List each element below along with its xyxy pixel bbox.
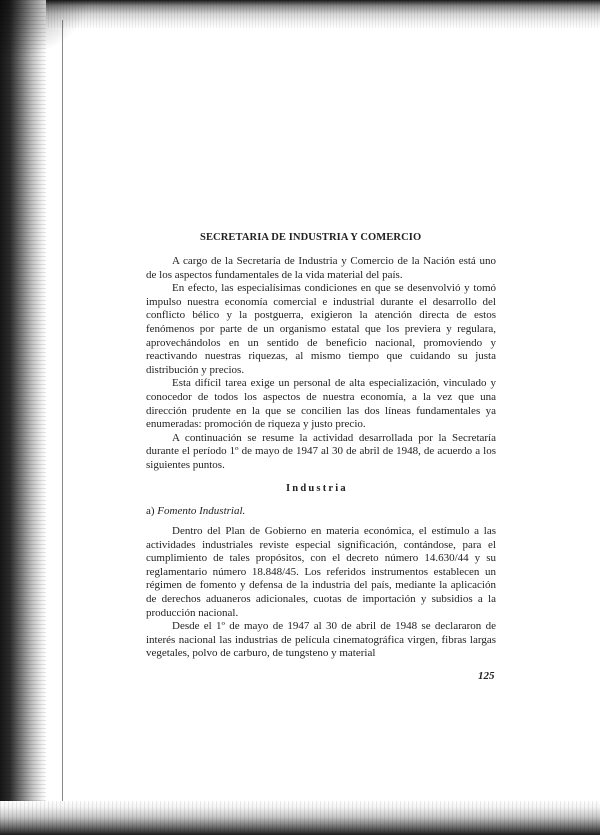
intro-text — [146, 255, 496, 473]
industria-text — [146, 525, 496, 661]
subsection-title: Fomento Industrial. — [157, 505, 246, 517]
paragraph: Desde el 1º de mayo de 1947 al 30 de abril de 1948 se declararon de interés nacional las industrias de película cinematográfica virgen, fibras largas vegetales, polvo de carburo, de tungsteno y material — [146, 620, 496, 660]
paragraph: A cargo de la Secretaría de Industria y Comercio de la Nación está uno de los aspectos fundamentales de la vida material del país. — [146, 255, 496, 281]
paragraph: En efecto, las especialísimas condiciones en que se desenvolvió y tomó impulso nuestra economía comercial e industrial durante el desarrollo del conflicto bélico y la postguerra, exigieron la atención directa de estos fenómenos por parte de un organismo estatal que los previera y regulara, aprovechándolos en un sentido de beneficio nacional, promoviendo y reactivando nuestras riquezas, al mismo tiempo que cuidando su justa distribución y precios. — [146, 282, 496, 376]
subsection-heading — [146, 505, 245, 517]
subsection-letter: a) — [146, 505, 155, 517]
page-title: SECRETARIA DE INDUSTRIA Y COMERCIO — [200, 232, 422, 243]
paragraph: A continuación se resume la actividad desarrollada por la Secretaría durante el período 1º de mayo de 1947 al 30 de abril de 1948, de acuerdo a los siguientes puntos. — [146, 431, 496, 471]
paragraph: Dentro del Plan de Gobierno en materia económica, el estímulo a las actividades industriales reviste especial significación, contándose, para el cumplimiento de tales propósitos, con el decreto número 14.630/44 y su reglamentario número 18.848/45. Los referidos instrumentos establecen un régimen de fomento y defensa de la industria del país, mediante la aplicación de derechos aduaneros adicionales, cuotas de importación y subsidios a la producción nacional. — [146, 525, 496, 619]
page-number: 125 — [478, 670, 495, 682]
paragraph: Esta difícil tarea exige un personal de alta especialización, vinculado y conocedor de todos los aspectos de nuestra economía, a la vez que una dirección prudente en la que se concilien las dos líneas fundamentales ya enumeradas: promoción de riqueza y justo precio. — [146, 377, 496, 431]
section-heading: Industria — [286, 483, 348, 494]
